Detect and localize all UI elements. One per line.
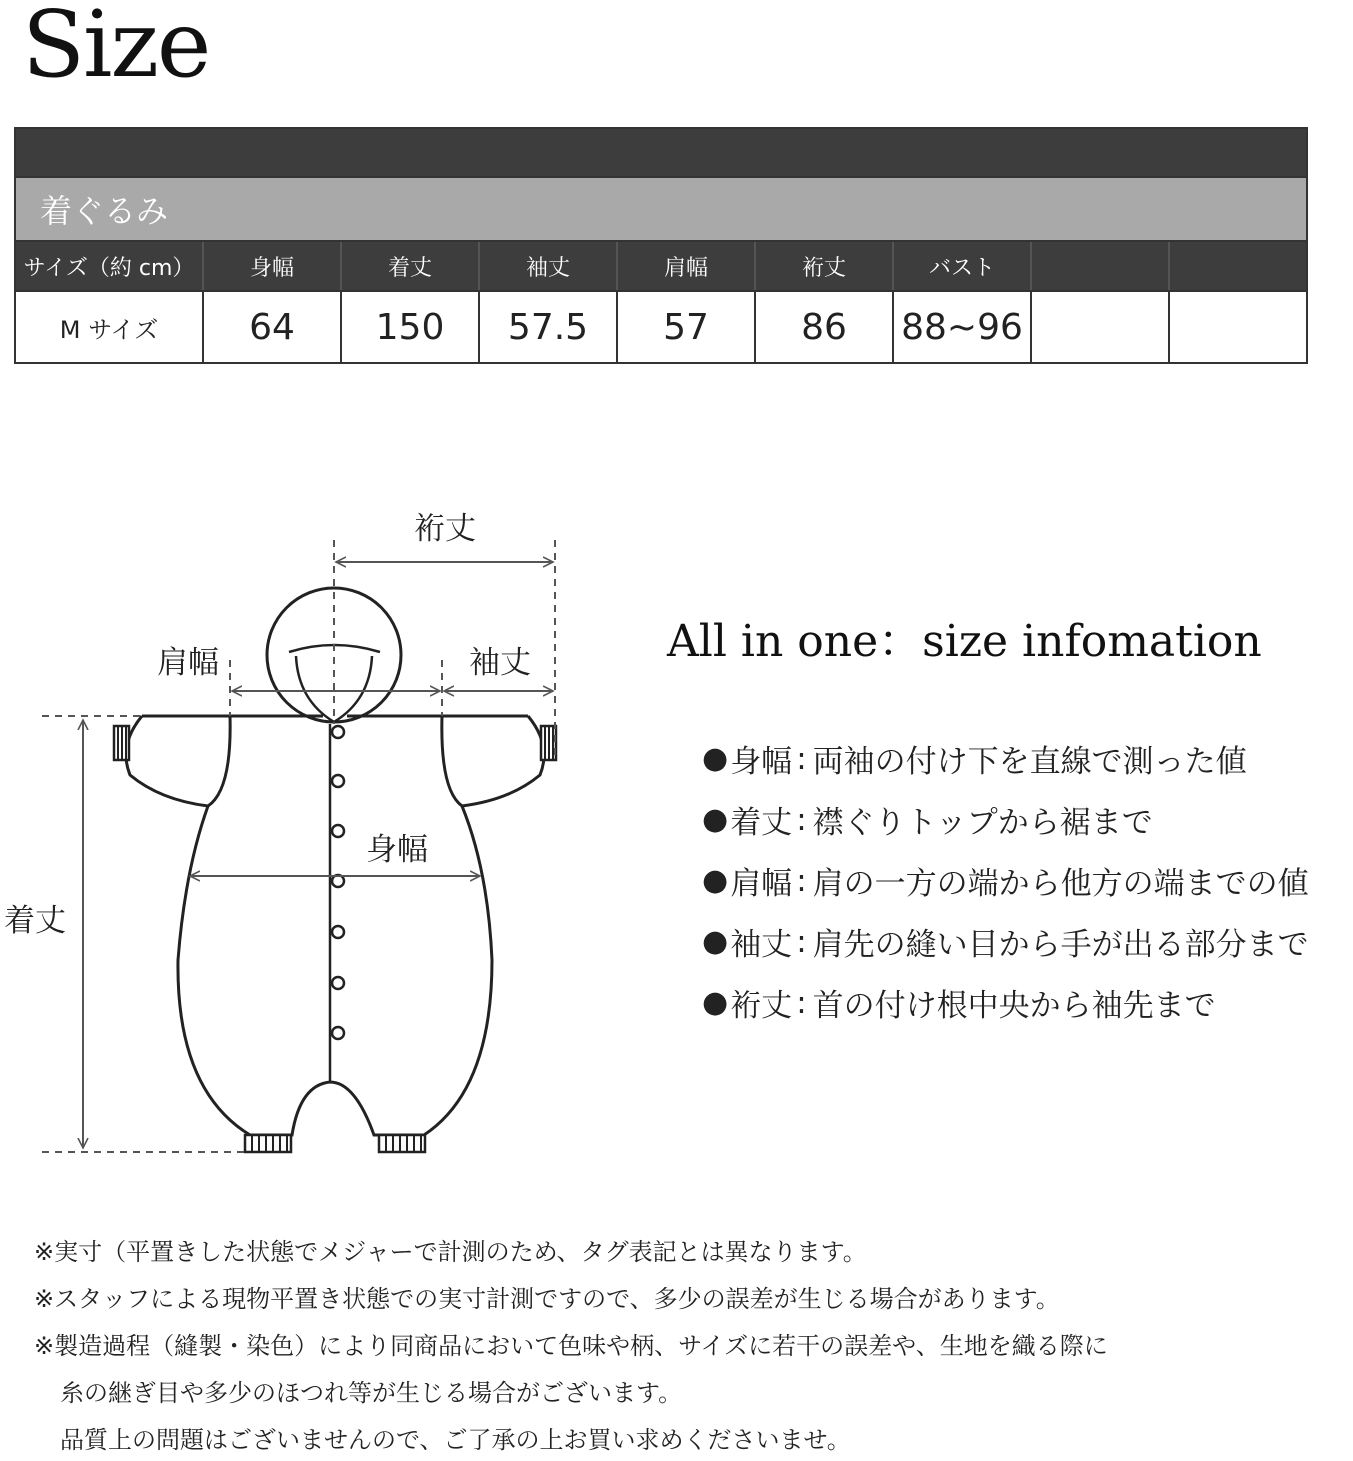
garment-diagram xyxy=(0,500,600,1184)
header-sodetake: 袖丈 xyxy=(478,242,616,290)
header-empty-2 xyxy=(1168,242,1306,290)
header-katahaba: 肩幅 xyxy=(616,242,754,290)
cell-kitake: 150 xyxy=(340,292,478,362)
list-item xyxy=(702,789,1309,850)
size-table xyxy=(14,127,1308,364)
table-category-row xyxy=(16,178,1306,242)
cell-bust: 88~96 xyxy=(892,292,1030,362)
cell-mihaba: 64 xyxy=(202,292,340,362)
header-size: サイズ（約 cm） xyxy=(23,255,195,281)
list-item xyxy=(702,911,1309,972)
header-kitake: 着丈 xyxy=(340,242,478,290)
cell-empty-2 xyxy=(1168,292,1306,362)
label-mihaba: 身幅 xyxy=(366,832,428,868)
label-kitake: 着丈 xyxy=(4,903,66,939)
definition-term: 裄丈 xyxy=(730,988,793,1024)
bullet-icon: ● xyxy=(702,924,729,959)
list-item xyxy=(702,728,1309,789)
definition-desc: 両袖の付け下を直線で測った値 xyxy=(812,744,1247,780)
bullet-icon: ● xyxy=(702,741,729,776)
definition-desc: 肩先の縫い目から手が出る部分まで xyxy=(812,927,1309,963)
table-category: 着ぐるみ xyxy=(40,192,169,230)
note-line: ※実寸（平置きした状態でメジャーで計測のため、タグ表記とは異なります。 xyxy=(34,1238,867,1266)
definition-term: 袖丈 xyxy=(730,927,793,963)
notes xyxy=(34,1226,1108,1461)
label-yukitake: 裄丈 xyxy=(414,511,476,547)
cell-yukitake: 86 xyxy=(754,292,892,362)
header-bust: バスト xyxy=(892,242,1030,290)
colon-separator: : xyxy=(796,862,807,899)
colon-separator: : xyxy=(796,740,807,777)
table-top-bar xyxy=(16,129,1306,178)
list-item xyxy=(702,972,1309,1033)
definition-desc: 首の付け根中央から袖先まで xyxy=(812,988,1216,1024)
colon-separator: : xyxy=(796,984,807,1021)
definition-desc: 肩の一方の端から他方の端までの値 xyxy=(812,866,1309,902)
cell-empty-1 xyxy=(1030,292,1168,362)
table-row xyxy=(16,292,1306,362)
header-yukitake: 裄丈 xyxy=(754,242,892,290)
colon-separator: : xyxy=(796,801,807,838)
cell-size: M サイズ xyxy=(59,315,159,344)
header-empty-1 xyxy=(1030,242,1168,290)
note-line: ※スタッフによる現物平置き状態での実寸計測ですので、多少の誤差が生じる場合があります。 xyxy=(34,1285,1060,1313)
bullet-icon: ● xyxy=(702,985,729,1020)
measurement-definitions xyxy=(702,728,1309,1033)
cell-katahaba: 57 xyxy=(616,292,754,362)
definition-term: 身幅 xyxy=(730,744,793,780)
label-katahaba: 肩幅 xyxy=(157,645,219,681)
definition-desc: 襟ぐりトップから裾まで xyxy=(812,805,1153,841)
label-sodetake: 袖丈 xyxy=(469,645,531,681)
header-mihaba: 身幅 xyxy=(202,242,340,290)
definition-term: 肩幅 xyxy=(730,866,793,902)
colon-separator: : xyxy=(796,923,807,960)
note-line: ※製造過程（縫製・染色）により同商品において色味や柄、サイズに若干の誤差や、生地を織る際に xyxy=(34,1332,1108,1360)
cell-sodetake: 57.5 xyxy=(478,292,616,362)
note-line: 品質上の問題はございませんので、ご了承の上お買い求めくださいませ。 xyxy=(60,1426,851,1454)
bullet-icon: ● xyxy=(702,802,729,837)
bullet-icon: ● xyxy=(702,863,729,898)
definition-term: 着丈 xyxy=(730,805,793,841)
info-title: All in one：size infomation xyxy=(667,616,1262,667)
note-line: 糸の継ぎ目や多少のほつれ等が生じる場合がございます。 xyxy=(60,1379,683,1407)
list-item xyxy=(702,850,1309,911)
all-in-one-illustration xyxy=(0,500,600,1180)
table-header-row xyxy=(16,242,1306,292)
page-title: Size xyxy=(22,0,210,98)
